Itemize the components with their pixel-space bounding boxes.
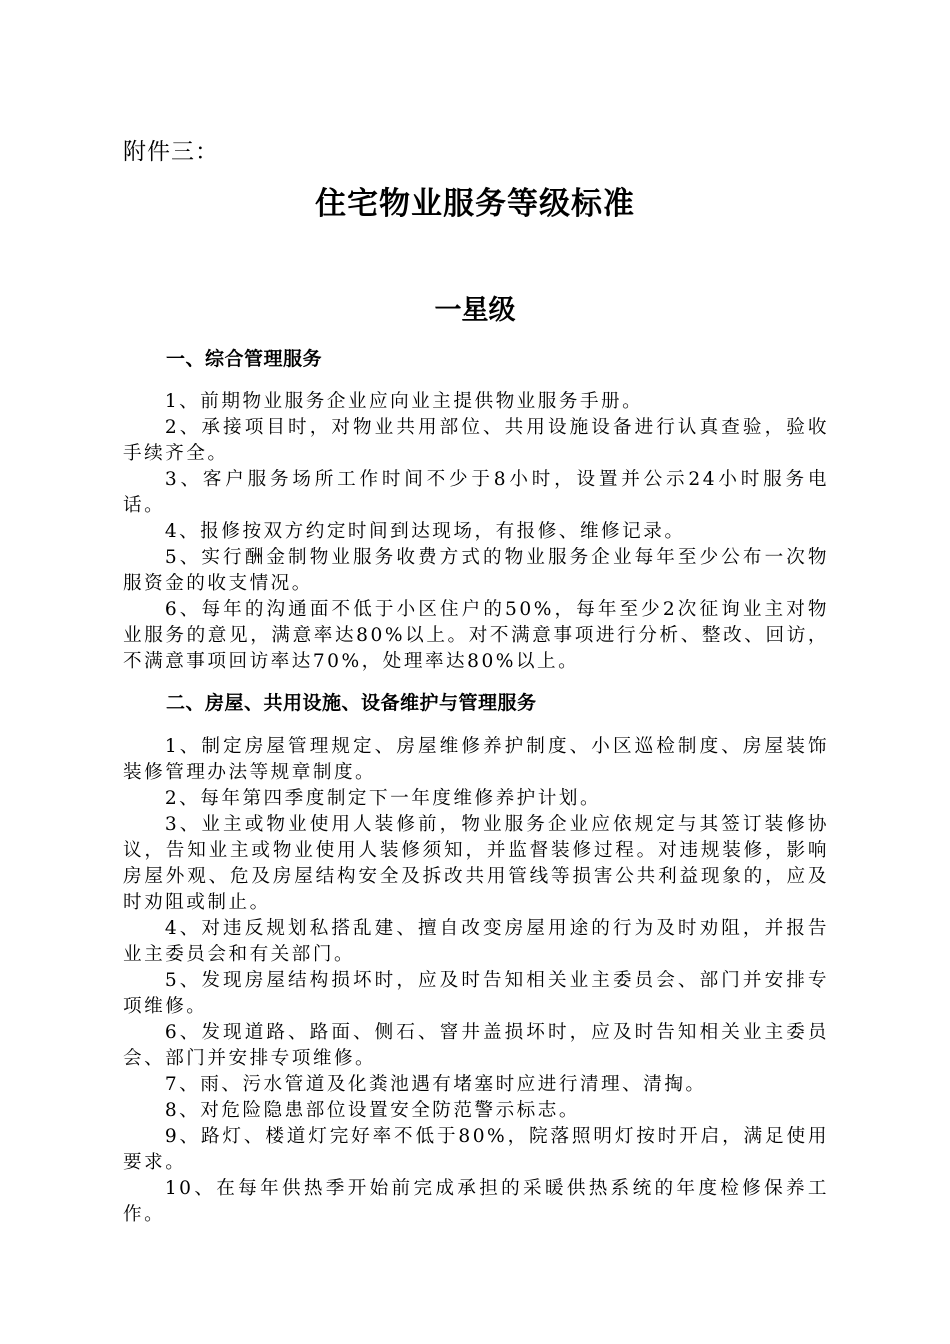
list-item: 2、每年第四季度制定下一年度维修养护计划。 bbox=[164, 788, 602, 809]
section-items-general-management bbox=[123, 389, 829, 675]
list-item: 4、报修按双方约定时间到达现场，有报修、维修记录。 bbox=[164, 521, 686, 542]
list-item: 7、雨、污水管道及化粪池遇有堵塞时应进行清理、清掏。 bbox=[164, 1074, 707, 1095]
document-title: 住宅物业服务等级标准 bbox=[315, 186, 635, 222]
list-item: 5、实行酬金制物业服务收费方式的物业服务企业每年至少公布一次物服资金的收支情况。 bbox=[123, 547, 829, 594]
list-item: 3、客户服务场所工作时间不少于8小时，设置并公示24小时服务电话。 bbox=[123, 469, 829, 516]
list-item: 3、业主或物业使用人装修前，物业服务企业应依规定与其签订装修协议，告知业主或物业使用人装修须知，并监督装修过程。对违规装修，影响房屋外观、危及房屋结构安全及拆改共用管线等损害公共利益现象的，应及时劝阻或制止。 bbox=[123, 814, 829, 913]
list-item: 1、前期物业服务企业应向业主提供物业服务手册。 bbox=[164, 391, 644, 412]
list-item: 10、在每年供热季开始前完成承担的采暖供热系统的年度检修保养工作。 bbox=[123, 1178, 829, 1225]
section-heading-general-management: 一、综合管理服务 bbox=[166, 348, 323, 370]
list-item: 1、制定房屋管理规定、房屋维修养护制度、小区巡检制度、房屋装饰装修管理办法等规章制度。 bbox=[123, 736, 829, 783]
list-item: 5、发现房屋结构损坏时，应及时告知相关业主委员会、部门并安排专项维修。 bbox=[123, 970, 829, 1017]
list-item: 9、路灯、楼道灯完好率不低于80%，院落照明灯按时开启，满足使用要求。 bbox=[123, 1126, 829, 1173]
list-item: 6、每年的沟通面不低于小区住户的50%，每年至少2次征询业主对物业服务的意见，满意率达80%以上。对不满意事项进行分析、整改、回访，不满意事项回访率达70%，处理率达80%以上。 bbox=[123, 599, 829, 672]
list-item: 2、承接项目时，对物业共用部位、共用设施设备进行认真查验，验收手续齐全。 bbox=[123, 417, 829, 464]
list-item: 4、对违反规划私搭乱建、擅自改变房屋用途的行为及时劝阻，并报告业主委员会和有关部门。 bbox=[123, 918, 829, 965]
level-title: 一星级 bbox=[434, 295, 516, 326]
attachment-label: 附件三： bbox=[123, 139, 219, 165]
list-item: 6、发现道路、路面、侧石、窨井盖损坏时，应及时告知相关业主委员会、部门并安排专项维修。 bbox=[123, 1022, 829, 1069]
list-item: 8、对危险隐患部位设置安全防范警示标志。 bbox=[164, 1100, 580, 1121]
section-items-housing-facilities bbox=[123, 734, 829, 1228]
section-heading-housing-facilities: 二、房屋、共用设施、设备维护与管理服务 bbox=[166, 692, 537, 714]
